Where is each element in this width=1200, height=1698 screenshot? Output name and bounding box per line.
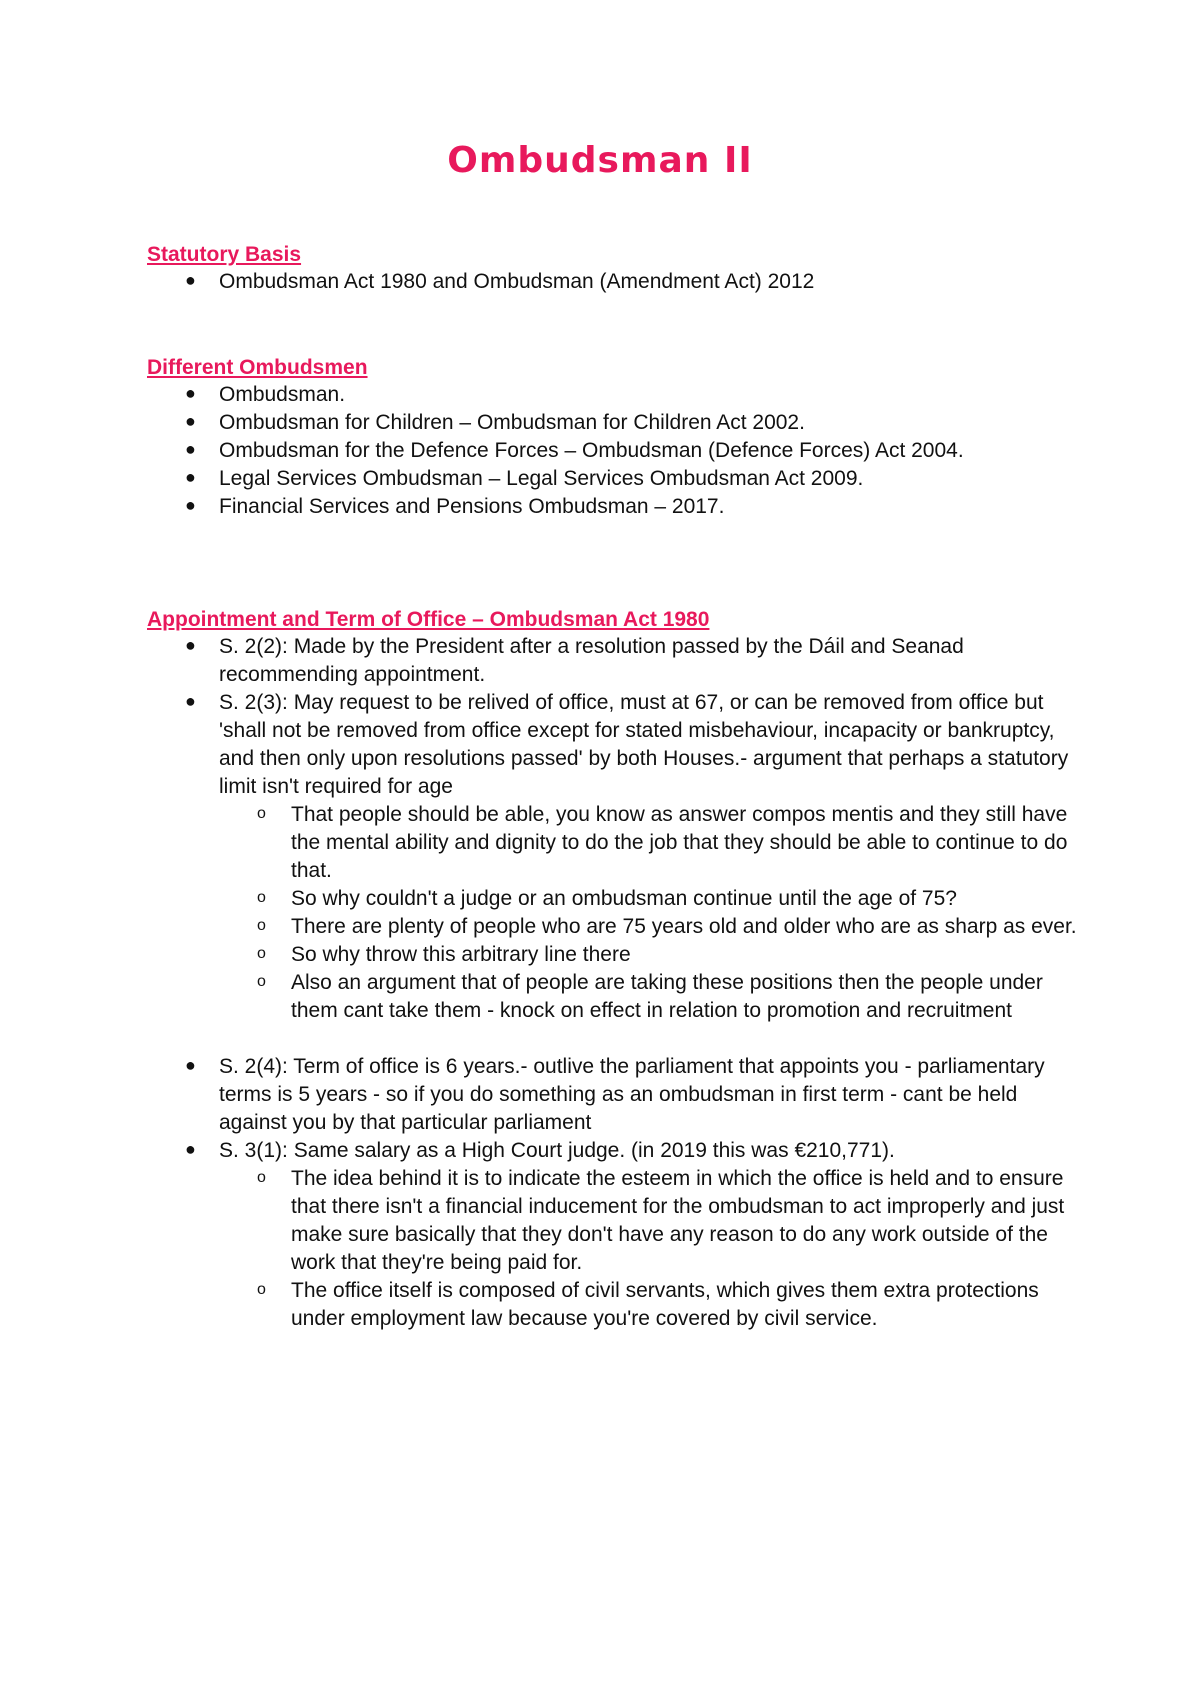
list-item: ● S. 2(4): Term of office is 6 years.- outlive the parliament that appoints you - parliamentary terms is 5 years - so if you do something as an ombudsman in first term - cant be held against you by that particular parliament bbox=[185, 1055, 1045, 1134]
bullet-icon: ● bbox=[185, 270, 196, 290]
section-statutory-basis bbox=[147, 241, 1077, 296]
circle-bullet-icon: o bbox=[257, 805, 266, 822]
bullet-icon: ● bbox=[185, 439, 196, 459]
sub-list-item: o The office itself is composed of civil servants, which gives them extra protections under employment law because you're covered by civil service. bbox=[257, 1279, 1039, 1330]
section-appointment-term bbox=[147, 606, 1077, 1333]
bullet-list bbox=[147, 268, 1077, 296]
section-different-ombudsmen bbox=[147, 354, 1077, 521]
list-item: ● S. 2(2): Made by the President after a resolution passed by the Dáil and Seanad recommending appointment. bbox=[185, 635, 964, 686]
list-item: ● Ombudsman for Children – Ombudsman for Children Act 2002. bbox=[185, 411, 805, 434]
list-item: ● S. 3(1): Same salary as a High Court judge. (in 2019 this was €210,771). o The idea behind it is to indicate the esteem in which the office is held and to ensure that there isn't a financial inducement for the ombudsman to act improperly and just make sure basically that they don't have any reason to do any work outside of the work that they're being paid for. o The office itself is composed of civil servants, which gives them extra protections under employment law because you're covered by civil service. bbox=[147, 1137, 1077, 1333]
bullet-icon: ● bbox=[185, 1139, 196, 1159]
bullet-list bbox=[147, 633, 1077, 1333]
list-item: ● Ombudsman for the Defence Forces – Ombudsman (Defence Forces) Act 2004. bbox=[185, 439, 964, 462]
bullet-icon: ● bbox=[185, 411, 196, 431]
circle-bullet-icon: o bbox=[257, 917, 266, 934]
sub-list-item: o So why throw this arbitrary line there bbox=[257, 943, 631, 966]
list-item: ● Financial Services and Pensions Ombudsman – 2017. bbox=[185, 495, 725, 518]
bullet-icon: ● bbox=[185, 383, 196, 403]
list-item: ● Ombudsman Act 1980 and Ombudsman (Amendment Act) 2012 bbox=[185, 270, 815, 293]
sub-bullet-list bbox=[219, 1165, 1077, 1333]
sub-bullet-list bbox=[219, 801, 1077, 1025]
bullet-icon: ● bbox=[185, 495, 196, 515]
bullet-icon: ● bbox=[185, 467, 196, 487]
sub-list-item: o The idea behind it is to indicate the esteem in which the office is held and to ensure that there isn't a financial inducement for the ombudsman to act improperly and just make sure basically that they don't have any reason to do any work outside of the work that they're being paid for. bbox=[257, 1167, 1065, 1274]
bullet-icon: ● bbox=[185, 635, 196, 655]
sub-list-item: o Also an argument that of people are taking these positions then the people under them cant take them - knock on effect in relation to promotion and recruitment bbox=[257, 971, 1043, 1022]
circle-bullet-icon: o bbox=[257, 1281, 266, 1298]
sub-list-item: o So why couldn't a judge or an ombudsman continue until the age of 75? bbox=[257, 887, 957, 910]
list-item: ● Legal Services Ombudsman – Legal Services Ombudsman Act 2009. bbox=[185, 467, 864, 490]
sub-list-item: o There are plenty of people who are 75 years old and older who are as sharp as ever. bbox=[257, 915, 1077, 938]
list-item: ● S. 2(3): May request to be relived of office, must at 67, or can be removed from office but 'shall not be removed from office except for stated misbehaviour, incapacity or bankruptcy, and then only upon resolutions passed' by both Houses.- argument that perhaps a statutory limit isn't required for age o That people should be able, you know as answer compos mentis and they still have the mental ability and dignity to do the job that they should be able to continue to do that. o So why couldn't a judge or an ombudsman continue until the age of 75? o There are plenty of people who are 75 years old and older who are as sharp as ever. o So why throw this arbitrary line there o Also an argument that of people are taking these positions then the people under them cant take them - knock on effect in relation to promotion and recruitment bbox=[147, 689, 1077, 1025]
section-heading: Different Ombudsmen bbox=[147, 356, 368, 379]
page-title: Ombudsman II bbox=[447, 140, 753, 181]
bullet-list bbox=[147, 381, 1077, 521]
circle-bullet-icon: o bbox=[257, 1169, 266, 1186]
bullet-icon: ● bbox=[185, 691, 196, 711]
bullet-icon: ● bbox=[185, 1055, 196, 1075]
list-item: ● Ombudsman. bbox=[185, 383, 346, 406]
circle-bullet-icon: o bbox=[257, 973, 266, 990]
section-heading: Appointment and Term of Office – Ombudsman Act 1980 bbox=[147, 608, 710, 631]
sub-list-item: o That people should be able, you know as answer compos mentis and they still have the mental ability and dignity to do the job that they should be able to continue to do that. bbox=[257, 803, 1068, 882]
section-heading: Statutory Basis bbox=[147, 243, 302, 266]
circle-bullet-icon: o bbox=[257, 889, 266, 906]
circle-bullet-icon: o bbox=[257, 945, 266, 962]
